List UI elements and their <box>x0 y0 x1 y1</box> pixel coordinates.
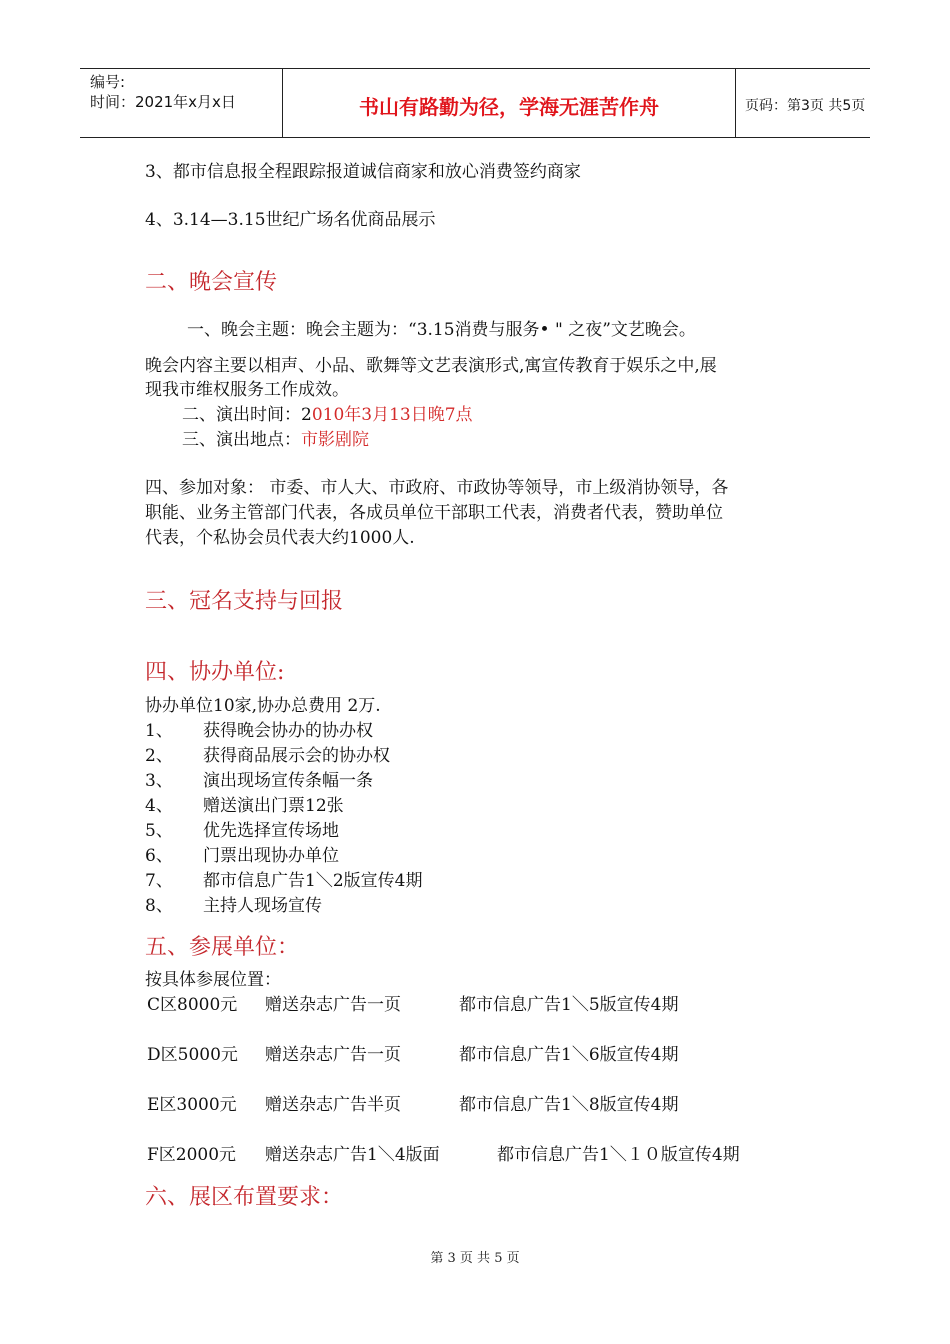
page-label: 页码：第3页 共5页 <box>745 98 866 114</box>
co-organizer-summary: 协办单位10家,协办总费用 2万. <box>145 696 381 716</box>
item-text: 获得晚会协办的协办权 <box>203 721 373 741</box>
exhibit-ad: 都市信息广告1＼１０版宣传4期 <box>497 1145 740 1165</box>
co-organizer-item <box>145 894 322 918</box>
gala-time-label: 二、演出时间：2 <box>182 405 312 425</box>
gala-attendees: 代表，个私协会员代表大约1000人. <box>145 528 415 548</box>
co-organizer-item <box>145 794 344 818</box>
co-organizer-item <box>145 844 339 868</box>
exhibit-ad: 都市信息广告1＼8版宣传4期 <box>459 1095 679 1115</box>
gala-content: 晚会内容主要以相声、小品、歌舞等文艺表演形式,寓宣传教育于娱乐之中,展 <box>145 356 717 376</box>
item-number: 2、 <box>145 746 173 766</box>
header-page-cell <box>735 69 870 137</box>
item-text: 主持人现场宣传 <box>203 896 322 916</box>
co-organizer-item <box>145 719 373 743</box>
item-number: 1、 <box>145 721 173 741</box>
exhibit-ad: 都市信息广告1＼5版宣传4期 <box>459 995 679 1015</box>
section-heading: 三、冠名支持与回报 <box>145 589 344 614</box>
intro-item: 4、3.14—3.15世纪广场名优商品展示 <box>145 210 436 230</box>
co-organizer-item <box>145 869 422 893</box>
co-organizer-item <box>145 769 373 793</box>
co-organizer-item <box>145 744 390 768</box>
item-text: 赠送演出门票12张 <box>203 796 344 816</box>
exhibit-ad: 都市信息广告1＼6版宣传4期 <box>459 1045 679 1065</box>
motto: 书山有路勤为径，学海无涯苦作舟 <box>359 95 659 119</box>
exhibit-gift: 赠送杂志广告1＼4版面 <box>265 1145 440 1165</box>
gala-attendees: 四、参加对象： 市委、市人大、市政府、市政协等领导，市上级消协领导，各 <box>145 478 729 498</box>
gala-place-value: 市影剧院 <box>301 430 369 450</box>
exhibit-zone: F区2000元 <box>147 1145 237 1165</box>
section-heading: 四、协办单位: <box>145 660 285 685</box>
item-number: 6、 <box>145 846 173 866</box>
page-header <box>80 68 870 138</box>
item-text: 门票出现协办单位 <box>203 846 339 866</box>
gala-place <box>182 428 369 452</box>
gala-time <box>182 403 473 427</box>
item-text: 都市信息广告1＼2版宣传4期 <box>203 871 423 891</box>
item-number: 8、 <box>145 896 173 916</box>
item-text: 获得商品展示会的协办权 <box>203 746 390 766</box>
intro-item: 3、都市信息报全程跟踪报道诚信商家和放心消费签约商家 <box>145 162 581 182</box>
item-number: 3、 <box>145 771 173 791</box>
gala-place-label: 三、演出地点： <box>182 430 301 450</box>
page-footer: 第 3 页 共 5 页 <box>430 1251 520 1266</box>
gala-theme: 一、晚会主题：晚会主题为：“3.15消费与服务• " 之夜”文艺晚会。 <box>187 320 696 340</box>
exhibit-zone: E区3000元 <box>147 1095 237 1115</box>
header-meta-cell <box>80 69 282 137</box>
exhibit-zone: C区8000元 <box>147 995 238 1015</box>
item-number: 7、 <box>145 871 173 891</box>
item-number: 4、 <box>145 796 173 816</box>
item-number: 5、 <box>145 821 173 841</box>
item-text: 优先选择宣传场地 <box>203 821 339 841</box>
gala-content: 现我市维权服务工作成效。 <box>145 380 349 400</box>
item-text: 演出现场宣传条幅一条 <box>203 771 373 791</box>
gala-attendees: 职能、业务主管部门代表，各成员单位干部职工代表，消费者代表，赞助单位 <box>145 503 723 523</box>
section-heading: 六、展区布置要求： <box>145 1185 344 1210</box>
exhibit-gift: 赠送杂志广告一页 <box>265 995 401 1015</box>
exhibit-gift: 赠送杂志广告一页 <box>265 1045 401 1065</box>
exhibit-zone: D区5000元 <box>147 1045 238 1065</box>
code-label: 编号: <box>90 73 126 91</box>
header-motto-cell <box>282 69 736 137</box>
exhibitor-summary: 按具体参展位置： <box>145 970 281 990</box>
section-heading: 二、晚会宣传 <box>145 270 278 295</box>
date-label: 时间：2021年x月x日 <box>90 93 236 111</box>
section-heading: 五、参展单位： <box>145 935 300 960</box>
gala-time-value: 010年3月13日晚7点 <box>311 405 473 425</box>
co-organizer-item <box>145 819 339 843</box>
exhibit-gift: 赠送杂志广告半页 <box>265 1095 401 1115</box>
